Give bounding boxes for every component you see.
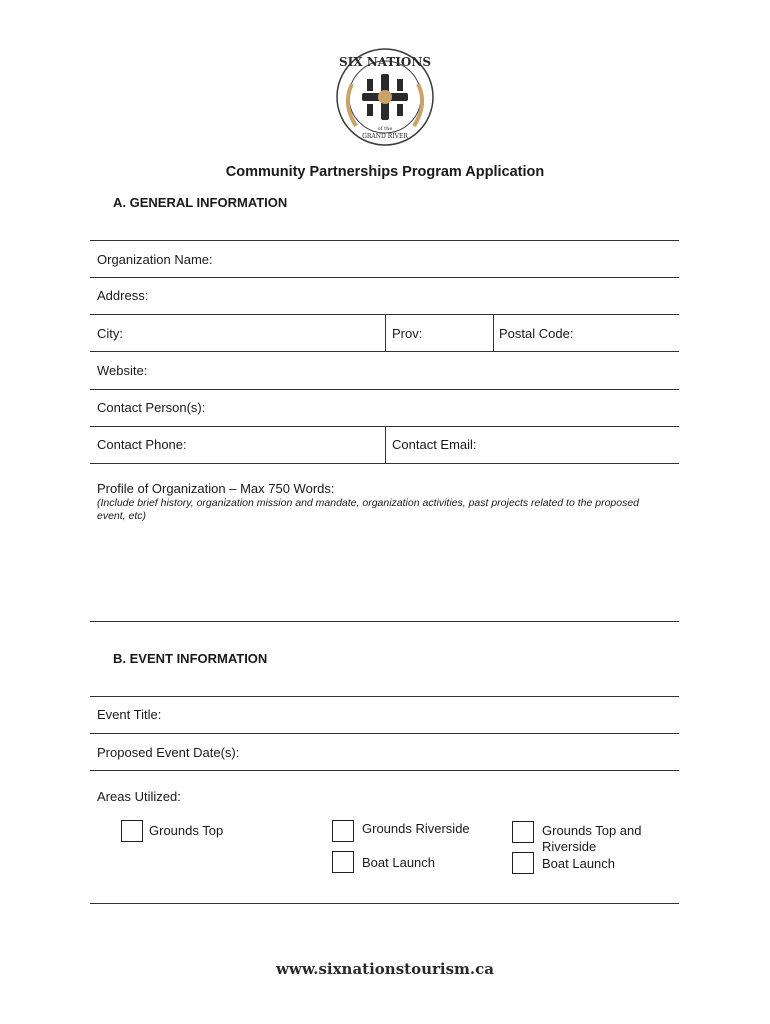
boat-launch-2-checkbox[interactable] (512, 852, 534, 874)
divider (385, 314, 386, 351)
profile-label: Profile of Organization – Max 750 Words: (97, 481, 335, 496)
boat-launch-checkbox[interactable] (332, 851, 354, 873)
event-title-label: Event Title: (97, 707, 162, 722)
contact-persons-label: Contact Person(s): (97, 400, 206, 415)
address-label: Address: (97, 288, 149, 303)
website-label: Website: (97, 363, 148, 378)
divider (90, 903, 679, 904)
divider (90, 240, 679, 241)
grounds-top-checkbox[interactable] (121, 820, 143, 842)
contact-phone-label: Contact Phone: (97, 437, 187, 452)
grounds-top-riverside-line1: Grounds Top and (542, 823, 642, 838)
grounds-riverside-label: Grounds Riverside (362, 821, 470, 836)
prov-label: Prov: (392, 326, 423, 341)
proposed-dates-label: Proposed Event Date(s): (97, 745, 240, 760)
page-title: Community Partnerships Program Application (225, 164, 545, 180)
areas-utilized-label: Areas Utilized: (97, 789, 181, 804)
contact-email-label: Contact Email: (392, 437, 477, 452)
divider (90, 696, 679, 697)
boat-launch-label: Boat Launch (362, 855, 436, 870)
divider (90, 389, 679, 390)
divider (90, 621, 679, 622)
footer-website: www.sixnationstourism.ca (276, 960, 494, 978)
postal-code-label: Postal Code: (499, 326, 574, 341)
profile-note: (Include brief history, organization mission and mandate, organization activities, past projects related to the proposed event, etc) (97, 497, 640, 522)
organization-name-label: Organization Name: (97, 252, 213, 267)
grounds-top-riverside-label (542, 823, 642, 855)
boat-launch-2-label: Boat Launch (542, 856, 616, 871)
section-a-heading: A. GENERAL INFORMATION (113, 195, 288, 210)
grounds-top-riverside-line2: Riverside (542, 839, 597, 854)
grounds-riverside-checkbox[interactable] (332, 820, 354, 842)
divider (493, 314, 494, 351)
divider (90, 277, 679, 278)
city-label: City: (97, 326, 123, 341)
grounds-top-riverside-checkbox[interactable] (512, 821, 534, 843)
divider (90, 463, 679, 464)
logo-sub-text: of the (377, 126, 393, 132)
grounds-top-label: Grounds Top (149, 823, 224, 838)
logo-brand-text: SIX NATIONS (338, 55, 432, 69)
divider (90, 770, 679, 771)
divider (385, 426, 386, 463)
divider (90, 733, 679, 734)
section-b-heading: B. EVENT INFORMATION (113, 651, 268, 666)
logo-bottom-text: GRAND RIVER (362, 133, 408, 140)
six-nations-logo (332, 44, 438, 150)
divider (90, 351, 679, 352)
